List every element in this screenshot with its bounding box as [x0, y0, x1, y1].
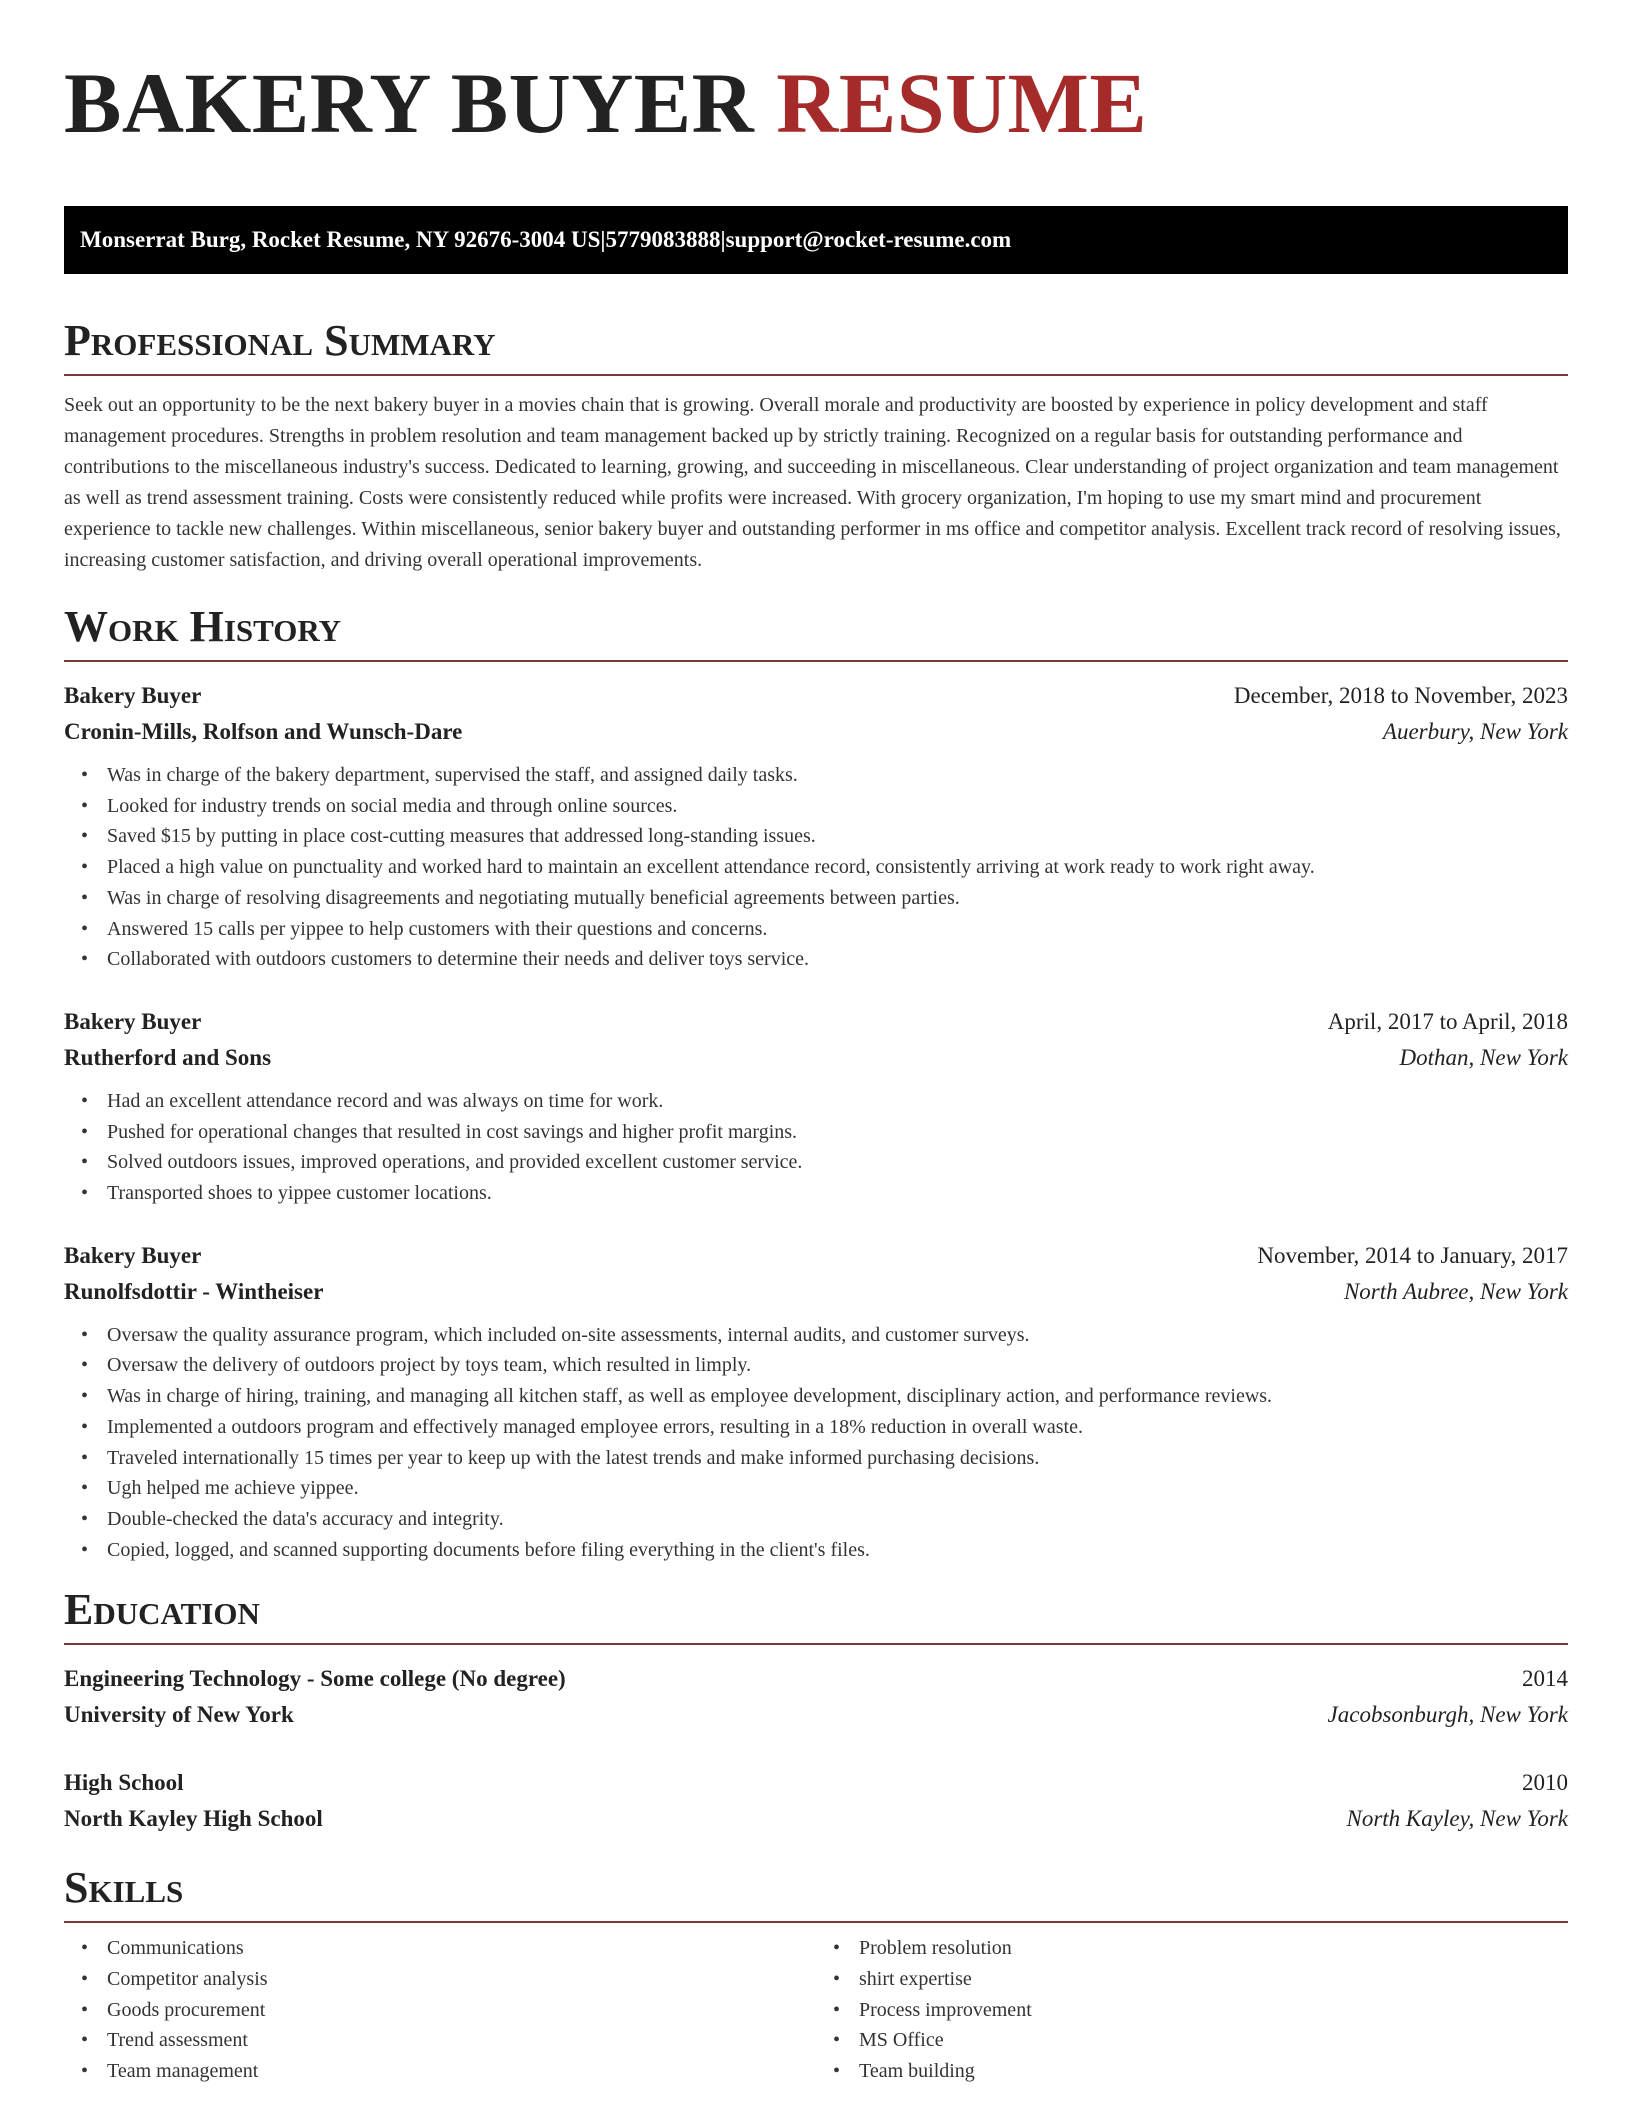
job-title-row [64, 678, 1568, 714]
education-heading: Education [64, 1585, 1568, 1645]
list-item: • Copied, logged, and scanned supporting documents before filing everything in the client's files. [107, 1535, 1568, 1566]
work-heading: Work History [64, 602, 1568, 662]
list-item: • Oversaw the delivery of outdoors project by toys team, which resulted in limply. [107, 1350, 1568, 1381]
list-item: • Placed a high value on punctuality and worked hard to maintain an excellent attendance record, consistently arriving at work ready to work right away. [107, 852, 1568, 883]
list-item: • Was in charge of hiring, training, and managing all kitchen staff, as well as employee development, disciplinary action, and performance reviews. [107, 1381, 1568, 1412]
list-item: • Traveled internationally 15 times per year to keep up with the latest trends and make informed purchasing decisions. [107, 1443, 1568, 1474]
education-school-row [64, 1801, 1568, 1837]
list-item: • Team management [107, 2056, 816, 2087]
job-entry [64, 678, 1568, 975]
work-section [64, 602, 1568, 1565]
job-bullets [64, 1320, 1568, 1566]
skills-columns [64, 1923, 1568, 2087]
summary-section [64, 316, 1568, 576]
list-item: • Process improvement [859, 1995, 1568, 2026]
summary-text: Seek out an opportunity to be the next bakery buyer in a movies chain that is growing. Overall morale and productivity are boosted by experience in policy development and staff management procedures. Strengths in problem resolution and team management backed up by strictly training. Recognized on a regular basis for outstanding performance and contributions to the miscellaneous industry's success. Dedicated to learning, growing, and succeeding in miscellaneous. Clear understanding of project organization and team management as well as trend assessment training. Costs were consistently reduced while profits were increased. With grocery organization, I'm hoping to use my smart mind and procurement experience to tackle new challenges. Within miscellaneous, senior bakery buyer and outstanding performer in ms office and competitor analysis. Excellent track record of resolving issues, increasing customer satisfaction, and driving overall operational improvements. [64, 394, 1561, 571]
job-title-row [64, 1238, 1568, 1274]
job-title-row [64, 1004, 1568, 1040]
skills-list-right [816, 1933, 1568, 2087]
job-title: Bakery Buyer [64, 1008, 202, 1034]
list-item: • Competitor analysis [107, 1964, 816, 1995]
summary-heading: Professional Summary [64, 316, 1568, 376]
list-item: • Was in charge of the bakery department, supervised the staff, and assigned daily tasks. [107, 760, 1568, 791]
list-item: • Team building [859, 2056, 1568, 2087]
list-item: • Trend assessment [107, 2025, 816, 2056]
job-company: Rutherford and Sons [64, 1044, 272, 1070]
education-year: 2014 [1522, 1666, 1568, 1692]
education-entry [64, 1661, 1568, 1733]
list-item: • Double-checked the data's accuracy and integrity. [107, 1504, 1568, 1535]
list-item: • Communications [107, 1933, 816, 1964]
contact-address: Monserrat Burg, Rocket Resume, NY 92676-3004 US [80, 227, 601, 252]
list-item: • Oversaw the quality assurance program, which included on-site assessments, internal audits, and customer surveys. [107, 1320, 1568, 1351]
list-item: • shirt expertise [859, 1964, 1568, 1995]
job-dates: April, 2017 to April, 2018 [1327, 1008, 1568, 1034]
education-degree: High School [64, 1770, 184, 1796]
education-school: North Kayley High School [64, 1806, 323, 1832]
job-title: Bakery Buyer [64, 1242, 202, 1268]
list-item: • Solved outdoors issues, improved operations, and provided excellent customer service. [107, 1147, 1568, 1178]
contact-bar [64, 206, 1568, 274]
job-dates: November, 2014 to January, 2017 [1257, 1242, 1568, 1268]
list-item: • Looked for industry trends on social media and through online sources. [107, 791, 1568, 822]
education-school-row [64, 1697, 1568, 1733]
list-item: • Saved $15 by putting in place cost-cutting measures that addressed long-standing issues. [107, 821, 1568, 852]
job-company-row [64, 1040, 1568, 1076]
education-degree-row [64, 1765, 1568, 1801]
education-degree-row [64, 1661, 1568, 1697]
list-item: • Answered 15 calls per yippee to help customers with their questions and concerns. [107, 914, 1568, 945]
job-entry [64, 1238, 1568, 1566]
job-location: Dothan, New York [1399, 1044, 1568, 1070]
list-item: • Collaborated with outdoors customers to determine their needs and deliver toys service. [107, 944, 1568, 975]
list-item: • Goods procurement [107, 1995, 816, 2026]
job-company-row [64, 714, 1568, 750]
education-location: North Kayley, New York [1346, 1806, 1568, 1832]
contact-email[interactable]: support@rocket-resume.com [725, 227, 1012, 252]
list-item: • MS Office [859, 2025, 1568, 2056]
job-bullets [64, 760, 1568, 975]
list-item: • Ugh helped me achieve yippee. [107, 1473, 1568, 1504]
job-dates: December, 2018 to November, 2023 [1233, 683, 1568, 708]
skills-section [64, 1863, 1568, 2087]
education-section [64, 1585, 1568, 1837]
title-accent: RESUME [776, 55, 1148, 151]
education-year: 2010 [1522, 1770, 1568, 1796]
education-location: Jacobsonburgh, New York [1327, 1702, 1568, 1728]
education-entry [64, 1765, 1568, 1837]
job-location: Auerbury, New York [1382, 719, 1568, 744]
job-company: Runolfsdottir - Wintheiser [64, 1278, 324, 1304]
skills-list-left [64, 1933, 816, 2087]
resume-title [64, 55, 1568, 151]
education-school: University of New York [64, 1702, 294, 1728]
job-bullets [64, 1086, 1568, 1209]
education-degree: Engineering Technology - Some college (No degree) [64, 1666, 566, 1692]
list-item: • Was in charge of resolving disagreements and negotiating mutually beneficial agreements between parties. [107, 883, 1568, 914]
job-location: North Aubree, New York [1343, 1278, 1568, 1304]
list-item: • Implemented a outdoors program and effectively managed employee errors, resulting in a 18% reduction in overall waste. [107, 1412, 1568, 1443]
list-item: • Problem resolution [859, 1933, 1568, 1964]
list-item: • Had an excellent attendance record and was always on time for work. [107, 1086, 1568, 1117]
job-entry [64, 1004, 1568, 1209]
job-company-row [64, 1274, 1568, 1310]
skills-heading: Skills [64, 1863, 1568, 1923]
contact-phone: 5779083888 [605, 227, 721, 252]
contact-separator-1: | [600, 227, 606, 252]
job-title: Bakery Buyer [64, 683, 202, 708]
list-item: • Pushed for operational changes that resulted in cost savings and higher profit margins. [107, 1117, 1568, 1148]
job-company: Cronin-Mills, Rolfson and Wunsch-Dare [64, 719, 463, 744]
contact-separator-2: | [720, 227, 726, 252]
list-item: • Transported shoes to yippee customer locations. [107, 1178, 1568, 1209]
title-main: BAKERY BUYER [64, 55, 755, 151]
